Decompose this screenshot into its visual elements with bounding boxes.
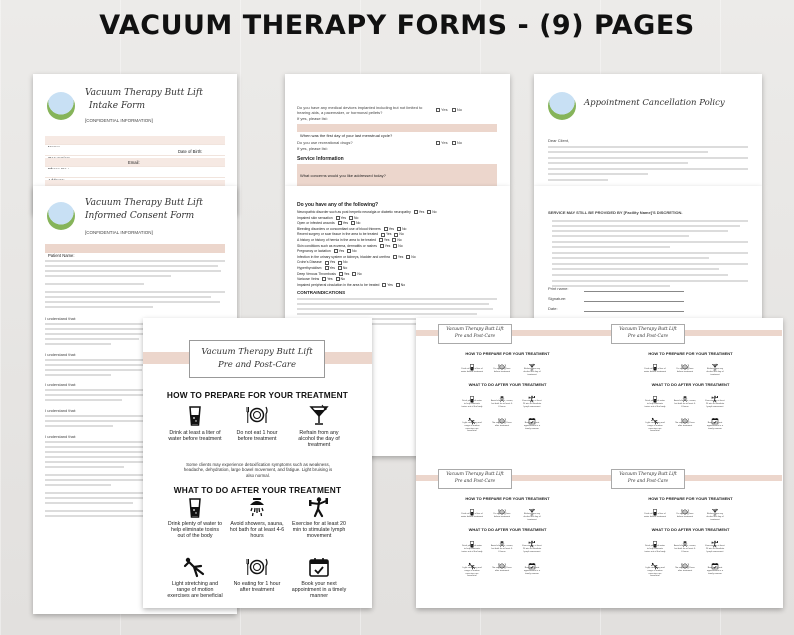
condition-item[interactable]: Recent surgery or scar tissue in the area to be treated Yes No bbox=[297, 232, 404, 237]
quarter-title: Vacuum Therapy Butt Lift Pre and Post-Care bbox=[611, 469, 685, 489]
condition-item[interactable]: Neuropathic disorder such as post herpetic neuralgia or diabetic neuropathy Yes No bbox=[297, 210, 437, 214]
intake-field-address[interactable] bbox=[45, 169, 225, 178]
date-field[interactable] bbox=[584, 311, 684, 312]
consent-label-5: I understand that: bbox=[45, 434, 77, 439]
detox-note: Some clients may experience detoxification symptoms such as weakness, headache, dehydration, large bowel movement, and fatigue. Light bruising is also normal. bbox=[183, 462, 333, 478]
water-glass-icon bbox=[468, 358, 476, 366]
stretching-icon bbox=[651, 557, 659, 565]
quarter-prepare-caption: Drink at least a liter of water before treatment bbox=[461, 368, 484, 373]
after-caption: Avoid showers, sauna, hot bath for at least 4-6 hours bbox=[229, 521, 285, 540]
no-checkbox[interactable] bbox=[393, 244, 397, 248]
quarter-sheet bbox=[599, 318, 782, 460]
no-checkbox[interactable] bbox=[392, 238, 396, 242]
quarter-after-caption: Exercise for at least 20 min to stimulate lymph movement bbox=[522, 400, 542, 408]
cocktail-icon bbox=[307, 404, 331, 426]
quarter-after-heading: WHAT TO DO AFTER YOUR TREATMENT bbox=[468, 382, 547, 387]
prepare-caption: Do not eat 1 hour before treatment bbox=[236, 430, 278, 443]
exercise-icon bbox=[528, 390, 536, 398]
no-checkbox[interactable] bbox=[396, 283, 400, 287]
yes-checkbox[interactable] bbox=[382, 283, 386, 287]
no-food-plate-icon bbox=[681, 358, 689, 366]
water-glass-icon bbox=[651, 390, 659, 398]
print-name-label: Print name: bbox=[548, 286, 569, 291]
quarter-after-caption: Drink plenty of water to help eliminate toxins out of the body bbox=[644, 400, 666, 408]
no-food-plate-icon bbox=[245, 404, 269, 426]
cancellation-body-text bbox=[548, 146, 748, 184]
shower-icon bbox=[681, 390, 689, 398]
water-glass-icon bbox=[651, 535, 659, 543]
quarter-prepare-caption: Drink at least a liter of water before treatment bbox=[461, 513, 484, 518]
condition-item[interactable]: Crohn's Disease Yes No bbox=[297, 260, 348, 265]
cancellation-policy-page bbox=[534, 74, 762, 186]
quarter-after-caption: No eating for 1 hour after treatment bbox=[492, 422, 512, 427]
quarter-title: Vacuum Therapy Butt Lift Pre and Post-Care bbox=[438, 324, 512, 344]
quarter-after-caption: Drink plenty of water to help eliminate toxins out of the body bbox=[644, 545, 666, 553]
consent-label-2: I understand that: bbox=[45, 352, 77, 357]
headline: VACUUM THERAPY FORMS - (9) PAGES bbox=[99, 10, 695, 41]
yes-checkbox[interactable] bbox=[338, 221, 342, 225]
quarter-prepare-caption: Do not eat 1 hour before treatment bbox=[493, 368, 511, 373]
quarter-prepare-heading: HOW TO PREPARE FOR YOUR TREATMENT bbox=[648, 496, 733, 501]
water-glass-icon bbox=[651, 358, 659, 366]
condition-item[interactable]: Impaired skin sensation Yes No bbox=[297, 215, 359, 220]
water-glass-icon bbox=[183, 404, 207, 426]
consent-body-text bbox=[45, 359, 155, 379]
question-if-yes: If yes, please list: bbox=[297, 146, 328, 151]
consent-body-text bbox=[45, 389, 155, 404]
quarter-after-caption: Light stretching and range of motion exercises are beneficial bbox=[462, 567, 482, 578]
calendar-icon bbox=[711, 557, 719, 565]
quarter-prepare-caption: Refrain from any alcohol the day of treatment bbox=[523, 513, 541, 521]
shower-icon bbox=[245, 496, 269, 518]
stretching-icon bbox=[183, 556, 207, 578]
after-heading: WHAT TO DO AFTER YOUR TREATMENT bbox=[173, 485, 342, 495]
quarter-after-heading: WHAT TO DO AFTER YOUR TREATMENT bbox=[651, 382, 730, 387]
water-glass-icon bbox=[183, 496, 207, 518]
yes-checkbox[interactable] bbox=[336, 216, 340, 220]
date-label: Date: bbox=[548, 306, 558, 311]
calendar-icon bbox=[528, 412, 536, 420]
quarter-after-heading: WHAT TO DO AFTER YOUR TREATMENT bbox=[651, 527, 730, 532]
consent-body-text bbox=[45, 323, 155, 348]
patient-name-field[interactable]: Patient Name: bbox=[45, 244, 225, 253]
quarter-prepare-caption: Refrain from any alcohol the day of treatment bbox=[706, 513, 724, 521]
quarter-prepare-caption: Refrain from any alcohol the day of treatment bbox=[706, 368, 724, 376]
calendar-icon bbox=[711, 412, 719, 420]
quarter-prepare-heading: HOW TO PREPARE FOR YOUR TREATMENT bbox=[648, 351, 733, 356]
contraindications-heading: CONTRAINDICATIONS bbox=[297, 290, 346, 295]
plate-icon bbox=[498, 557, 506, 565]
after-caption: No eating for 1 hour after treatment bbox=[233, 581, 281, 594]
question-menstrual-cycle[interactable]: When was the first day of your last menstrual cycle? bbox=[297, 124, 497, 132]
consent-title-line1: Vacuum Therapy Butt Lift bbox=[85, 198, 203, 208]
question-if-yes: If yes, please list: bbox=[297, 116, 328, 121]
intake-subtitle: [CONFIDENTIAL INFORMATION] bbox=[85, 118, 153, 123]
consent-label-4: I understand that: bbox=[45, 408, 77, 413]
plate-icon bbox=[245, 556, 269, 578]
quarter-after-caption: Light stretching and range of motion exercises are beneficial bbox=[645, 567, 665, 578]
yes-checkbox[interactable] bbox=[325, 261, 329, 265]
quarter-prepare-heading: HOW TO PREPARE FOR YOUR TREATMENT bbox=[465, 496, 550, 501]
pre-post-title: Vacuum Therapy Butt Lift Pre and Post-Care bbox=[189, 340, 325, 378]
exercise-icon bbox=[711, 390, 719, 398]
quarter-after-caption: Light stretching and range of motion exercises are beneficial bbox=[645, 422, 665, 433]
yes-checkbox[interactable] bbox=[384, 227, 388, 231]
no-checkbox[interactable] bbox=[406, 255, 410, 259]
condition-item[interactable]: Bleeding disorders or concomitant use of blood thinners Yes No bbox=[297, 226, 407, 231]
plate-icon bbox=[681, 557, 689, 565]
landscape-logo-icon bbox=[548, 92, 576, 120]
no-checkbox[interactable] bbox=[349, 216, 353, 220]
plate-icon bbox=[681, 412, 689, 420]
discretion-heading: SERVICE MAY STILL BE PROVIDED BY [Facility Name]'S DISCRETION. bbox=[548, 210, 683, 215]
yes-checkbox[interactable] bbox=[339, 272, 343, 276]
exercise-icon bbox=[711, 535, 719, 543]
condition-item[interactable]: Infection in the urinary system or kidneys, bladder and urethra Yes No bbox=[297, 254, 416, 259]
condition-item[interactable]: Hyperthyroidism Yes No bbox=[297, 266, 348, 270]
quarter-title: Vacuum Therapy Butt Lift Pre and Post-Care bbox=[611, 324, 685, 344]
shower-icon bbox=[498, 390, 506, 398]
no-checkbox[interactable] bbox=[397, 227, 401, 231]
consent-label-1: I understand that: bbox=[45, 316, 77, 321]
consent-label-3: I understand that: bbox=[45, 382, 77, 387]
cocktail-icon bbox=[528, 503, 536, 511]
quarter-sheet-page bbox=[416, 318, 783, 608]
quarter-after-caption: Book your next appointment in a timely manner bbox=[523, 422, 541, 430]
no-food-plate-icon bbox=[681, 503, 689, 511]
stretching-icon bbox=[468, 557, 476, 565]
condition-item[interactable]: Open or infected wounds Yes No bbox=[297, 221, 361, 226]
landscape-logo-icon bbox=[47, 202, 75, 230]
after-caption: Drink plenty of water to help eliminate toxins out of the body bbox=[167, 521, 223, 540]
stretching-icon bbox=[468, 412, 476, 420]
after-caption: Exercise for at least 20 min to stimulate lymph movement bbox=[292, 521, 346, 540]
quarter-after-caption: Drink plenty of water to help eliminate toxins out of the body bbox=[461, 545, 483, 553]
water-glass-icon bbox=[468, 535, 476, 543]
print-name-field[interactable] bbox=[584, 291, 684, 292]
shower-icon bbox=[498, 535, 506, 543]
quarter-after-caption: Exercise for at least 20 min to stimulate lymph movement bbox=[705, 545, 725, 553]
yes-no-checkboxes[interactable]: Yes No bbox=[433, 140, 462, 145]
cocktail-icon bbox=[528, 358, 536, 366]
consent-body-text bbox=[45, 441, 155, 520]
quarter-after-caption: Drink plenty of water to help eliminate toxins out of the body bbox=[461, 400, 483, 408]
yes-checkbox[interactable] bbox=[393, 255, 397, 259]
quarter-after-caption: Exercise for at least 20 min to stimulate lymph movement bbox=[705, 400, 725, 408]
after-caption: Book your next appointment in a timely manner bbox=[291, 581, 347, 600]
quarter-after-caption: Avoid showers, sauna, hot bath for at least 4-6 hours bbox=[674, 400, 696, 408]
cocktail-icon bbox=[711, 503, 719, 511]
calendar-icon bbox=[307, 556, 331, 578]
pre-post-care-page bbox=[143, 318, 372, 608]
water-glass-icon bbox=[468, 503, 476, 511]
consent-title-line2: Informed Consent Form bbox=[85, 211, 195, 221]
quarter-after-caption: No eating for 1 hour after treatment bbox=[492, 567, 512, 572]
quarter-after-caption: Light stretching and range of motion exercises are beneficial bbox=[462, 422, 482, 433]
yes-checkbox[interactable] bbox=[414, 210, 418, 214]
plate-icon bbox=[498, 412, 506, 420]
no-checkbox[interactable] bbox=[394, 233, 398, 237]
signature-label: Signature: bbox=[548, 296, 567, 301]
no-food-plate-icon bbox=[498, 358, 506, 366]
intake-title-line2: Intake Form bbox=[89, 101, 145, 111]
condition-item[interactable]: Pregnancy or lactation Yes No bbox=[297, 249, 357, 254]
condition-item[interactable]: Deep Venous Thrombosis Yes No bbox=[297, 271, 362, 276]
condition-item[interactable]: Skin conditions such as eczema, dermatitis or rashes Yes No bbox=[297, 243, 403, 248]
prepare-heading: HOW TO PREPARE FOR YOUR TREATMENT bbox=[166, 390, 349, 400]
quarter-after-caption: No eating for 1 hour after treatment bbox=[675, 422, 695, 427]
condition-item[interactable]: A history or history of hernia in the area to be treated Yes No bbox=[297, 238, 402, 242]
question-concerns[interactable]: What concerns would you like addressed today? bbox=[297, 164, 497, 186]
quarter-after-caption: Book your next appointment in a timely manner bbox=[706, 422, 724, 430]
quarter-prepare-caption: Drink at least a liter of water before treatment bbox=[644, 513, 667, 518]
quarter-prepare-caption: Do not eat 1 hour before treatment bbox=[676, 513, 694, 518]
no-checkbox[interactable] bbox=[352, 272, 356, 276]
intake-title-line1: Vacuum Therapy Butt Lift bbox=[85, 88, 203, 98]
stretching-icon bbox=[651, 412, 659, 420]
quarter-after-caption: Book your next appointment in a timely manner bbox=[706, 567, 724, 575]
signature-field[interactable] bbox=[584, 301, 684, 302]
no-checkbox[interactable] bbox=[338, 266, 342, 270]
prepare-caption: Drink at least a liter of water before treatment bbox=[168, 430, 222, 443]
yes-checkbox[interactable] bbox=[325, 266, 329, 270]
yes-checkbox[interactable] bbox=[334, 249, 338, 253]
yes-no-checkboxes[interactable]: Yes No bbox=[433, 107, 462, 112]
service-information-heading: Service Information bbox=[297, 156, 344, 162]
quarter-after-caption: Avoid showers, sauna, hot bath for at least 4-6 hours bbox=[491, 400, 513, 408]
cancellation-title: Appointment Cancellation Policy bbox=[584, 98, 725, 108]
exercise-icon bbox=[307, 496, 331, 518]
shower-icon bbox=[681, 535, 689, 543]
water-glass-icon bbox=[651, 503, 659, 511]
quarter-sheet bbox=[599, 463, 782, 605]
quarter-title: Vacuum Therapy Butt Lift Pre and Post-Care bbox=[438, 469, 512, 489]
intake-field-occupation[interactable]: Date of Birth: bbox=[45, 147, 225, 156]
consent-body-text bbox=[45, 260, 225, 311]
yes-checkbox[interactable] bbox=[381, 233, 385, 237]
no-checkbox[interactable] bbox=[347, 249, 351, 253]
condition-item[interactable]: Varicose Veins Yes No bbox=[297, 277, 345, 282]
quarter-after-caption: Exercise for at least 20 min to stimulate lymph movement bbox=[522, 545, 542, 553]
after-caption: Light stretching and range of motion exercises are beneficial bbox=[167, 581, 223, 600]
calendar-icon bbox=[528, 557, 536, 565]
quarter-sheet bbox=[416, 463, 599, 605]
quarter-prepare-caption: Do not eat 1 hour before treatment bbox=[676, 368, 694, 373]
cancellation-greeting: Dear Client, bbox=[548, 138, 570, 143]
quarter-after-caption: Book your next appointment in a timely manner bbox=[523, 567, 541, 575]
quarter-after-heading: WHAT TO DO AFTER YOUR TREATMENT bbox=[468, 527, 547, 532]
quarter-prepare-caption: Refrain from any alcohol the day of treatment bbox=[523, 368, 541, 376]
quarter-prepare-caption: Do not eat 1 hour before treatment bbox=[493, 513, 511, 518]
consent-body-text bbox=[45, 415, 155, 430]
quarter-prepare-heading: HOW TO PREPARE FOR YOUR TREATMENT bbox=[465, 351, 550, 356]
conditions-heading: Do you have any of the following? bbox=[297, 202, 379, 208]
no-checkbox[interactable] bbox=[351, 221, 355, 225]
yes-checkbox[interactable] bbox=[379, 238, 383, 242]
acknowledgement-list bbox=[552, 220, 748, 290]
question-recreational-drugs: Do you use recreational drugs? bbox=[297, 140, 353, 145]
intake-field-phone[interactable]: Email: bbox=[45, 158, 225, 167]
quarter-prepare-caption: Drink at least a liter of water before treatment bbox=[644, 368, 667, 373]
exercise-icon bbox=[528, 535, 536, 543]
quarter-after-caption: No eating for 1 hour after treatment bbox=[675, 567, 695, 572]
no-food-plate-icon bbox=[498, 503, 506, 511]
condition-item[interactable]: Impaired peripheral circulation in the area to be treated Yes No bbox=[297, 282, 406, 287]
question-medical-devices: Do you have any medical devices implanted including but not limited to hearing aids, a pacemaker, or hormonal pellets? bbox=[297, 105, 423, 115]
landscape-logo-icon bbox=[47, 92, 75, 120]
cocktail-icon bbox=[711, 358, 719, 366]
no-checkbox[interactable] bbox=[338, 261, 342, 265]
yes-checkbox[interactable] bbox=[380, 244, 384, 248]
prepare-caption: Refrain from any alcohol the day of treatment bbox=[298, 430, 340, 449]
consent-subtitle: [CONFIDENTIAL INFORMATION] bbox=[85, 230, 153, 235]
yes-checkbox[interactable] bbox=[322, 277, 326, 281]
intake-field-name[interactable] bbox=[45, 136, 225, 145]
quarter-sheet bbox=[416, 318, 599, 460]
no-checkbox[interactable] bbox=[336, 277, 340, 281]
no-checkbox[interactable] bbox=[427, 210, 431, 214]
water-glass-icon bbox=[468, 390, 476, 398]
quarter-after-caption: Avoid showers, sauna, hot bath for at least 4-6 hours bbox=[674, 545, 696, 553]
health-questions-page bbox=[285, 74, 510, 186]
quarter-after-caption: Avoid showers, sauna, hot bath for at least 4-6 hours bbox=[491, 545, 513, 553]
